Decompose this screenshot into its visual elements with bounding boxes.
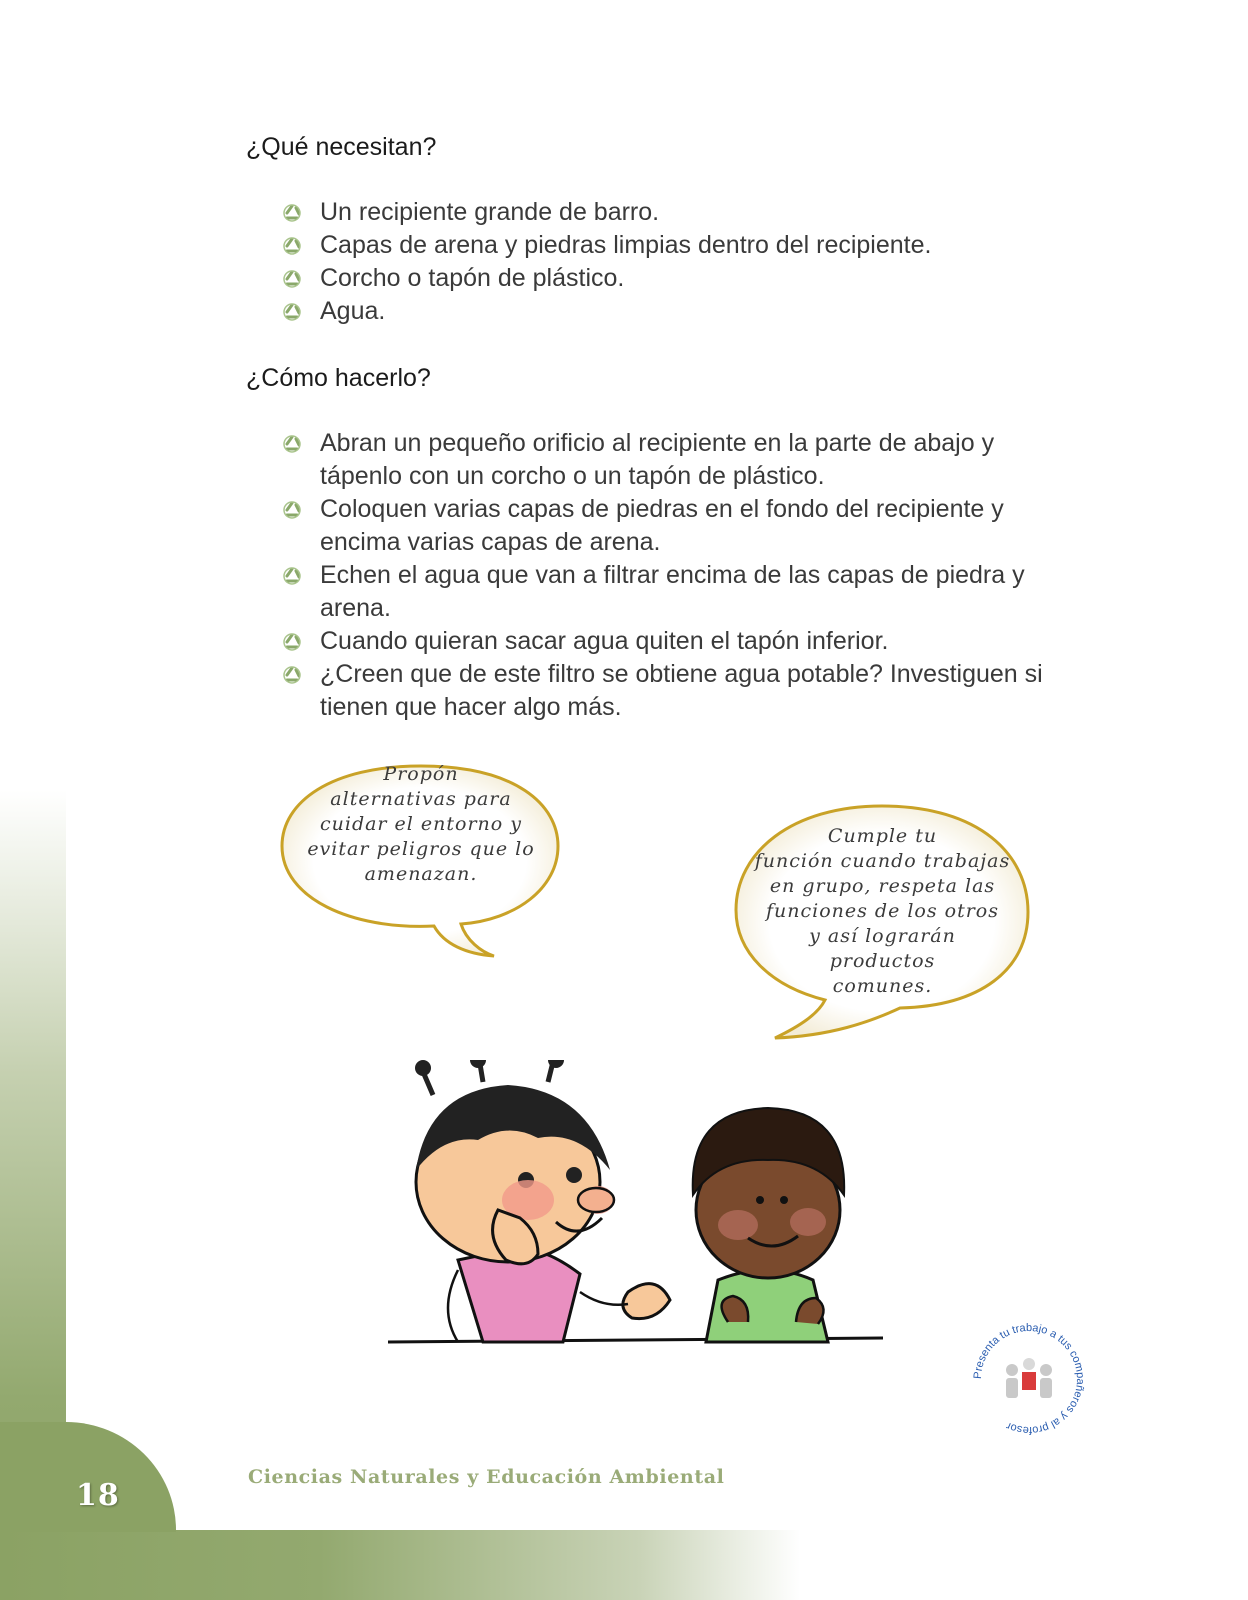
list-item-text: Agua. xyxy=(320,297,386,325)
list-item xyxy=(282,427,1082,493)
recycle-icon xyxy=(282,632,302,652)
list-item-text: Coloquen varias capas de piedras en el fondo del recipiente y encima varias capas de arena. xyxy=(320,495,1004,556)
recycle-icon xyxy=(282,203,302,223)
bubble-line: y así lograrán xyxy=(809,925,956,947)
bubble-line: cuidar el entorno y xyxy=(319,813,522,835)
page-number-tab xyxy=(0,1422,176,1532)
list-item xyxy=(282,196,1082,229)
recycle-icon xyxy=(282,566,302,586)
girl-figure xyxy=(415,1060,670,1342)
list-item-text: Cuando quieran sacar agua quiten el tapón inferior. xyxy=(320,627,889,655)
speech-bubble-left-text xyxy=(296,762,546,887)
recycle-icon xyxy=(282,665,302,685)
bubble-line: en grupo, respeta las xyxy=(769,875,996,897)
recycle-icon xyxy=(282,236,302,256)
bubble-line: función cuando trabajas xyxy=(754,850,1011,872)
list-item-text: Un recipiente grande de barro. xyxy=(320,198,660,226)
page-number: 18 xyxy=(76,1478,120,1513)
children-illustration xyxy=(388,1060,908,1385)
recycle-icon xyxy=(282,500,302,520)
list-item xyxy=(282,625,1082,658)
recycle-icon xyxy=(282,434,302,454)
section-heading-steps: ¿Cómo hacerlo? xyxy=(246,364,431,392)
bubble-line: comunes. xyxy=(832,975,933,997)
steps-list xyxy=(282,427,1082,724)
list-item-text: Corcho o tapón de plástico. xyxy=(320,264,625,292)
list-item-text: Capas de arena y piedras limpias dentro del recipiente. xyxy=(320,231,932,259)
bubble-line: funciones de los otros xyxy=(765,900,1000,922)
list-item xyxy=(282,559,1082,625)
list-item xyxy=(282,295,1082,328)
list-item-text: ¿Creen que de este filtro se obtiene agua potable? Investiguen si tienen que hacer algo más. xyxy=(320,660,1043,721)
recycle-icon xyxy=(282,269,302,289)
bottom-band xyxy=(0,1530,800,1600)
list-item xyxy=(282,262,1082,295)
list-item xyxy=(282,658,1082,724)
bubble-line: Propón xyxy=(383,763,459,785)
book-title: Ciencias Naturales y Educación Ambiental xyxy=(248,1466,725,1488)
recycle-icon xyxy=(282,302,302,322)
bubble-line: evitar peligros que lo xyxy=(307,838,535,860)
list-item xyxy=(282,493,1082,559)
boy-figure xyxy=(693,1108,844,1342)
badge-text: Presenta tu trabajo a tus compañeros y al profesor xyxy=(971,1321,1087,1437)
section-heading-materials: ¿Qué necesitan? xyxy=(246,133,437,161)
bubble-line: alternativas para xyxy=(330,788,512,810)
materials-list xyxy=(282,196,1082,328)
present-work-badge xyxy=(968,1318,1090,1440)
list-item xyxy=(282,229,1082,262)
bubble-line: Cumple tu xyxy=(827,825,938,847)
speech-bubble-right-text xyxy=(745,824,1020,999)
list-item-text: Abran un pequeño orificio al recipiente en la parte de abajo y tápenlo con un corcho o un tapón de plástico. xyxy=(320,429,995,490)
list-item-text: Echen el agua que van a filtrar encima de las capas de piedra y arena. xyxy=(320,561,1025,622)
bubble-line: amenazan. xyxy=(364,863,478,885)
bubble-line: productos xyxy=(829,950,936,972)
